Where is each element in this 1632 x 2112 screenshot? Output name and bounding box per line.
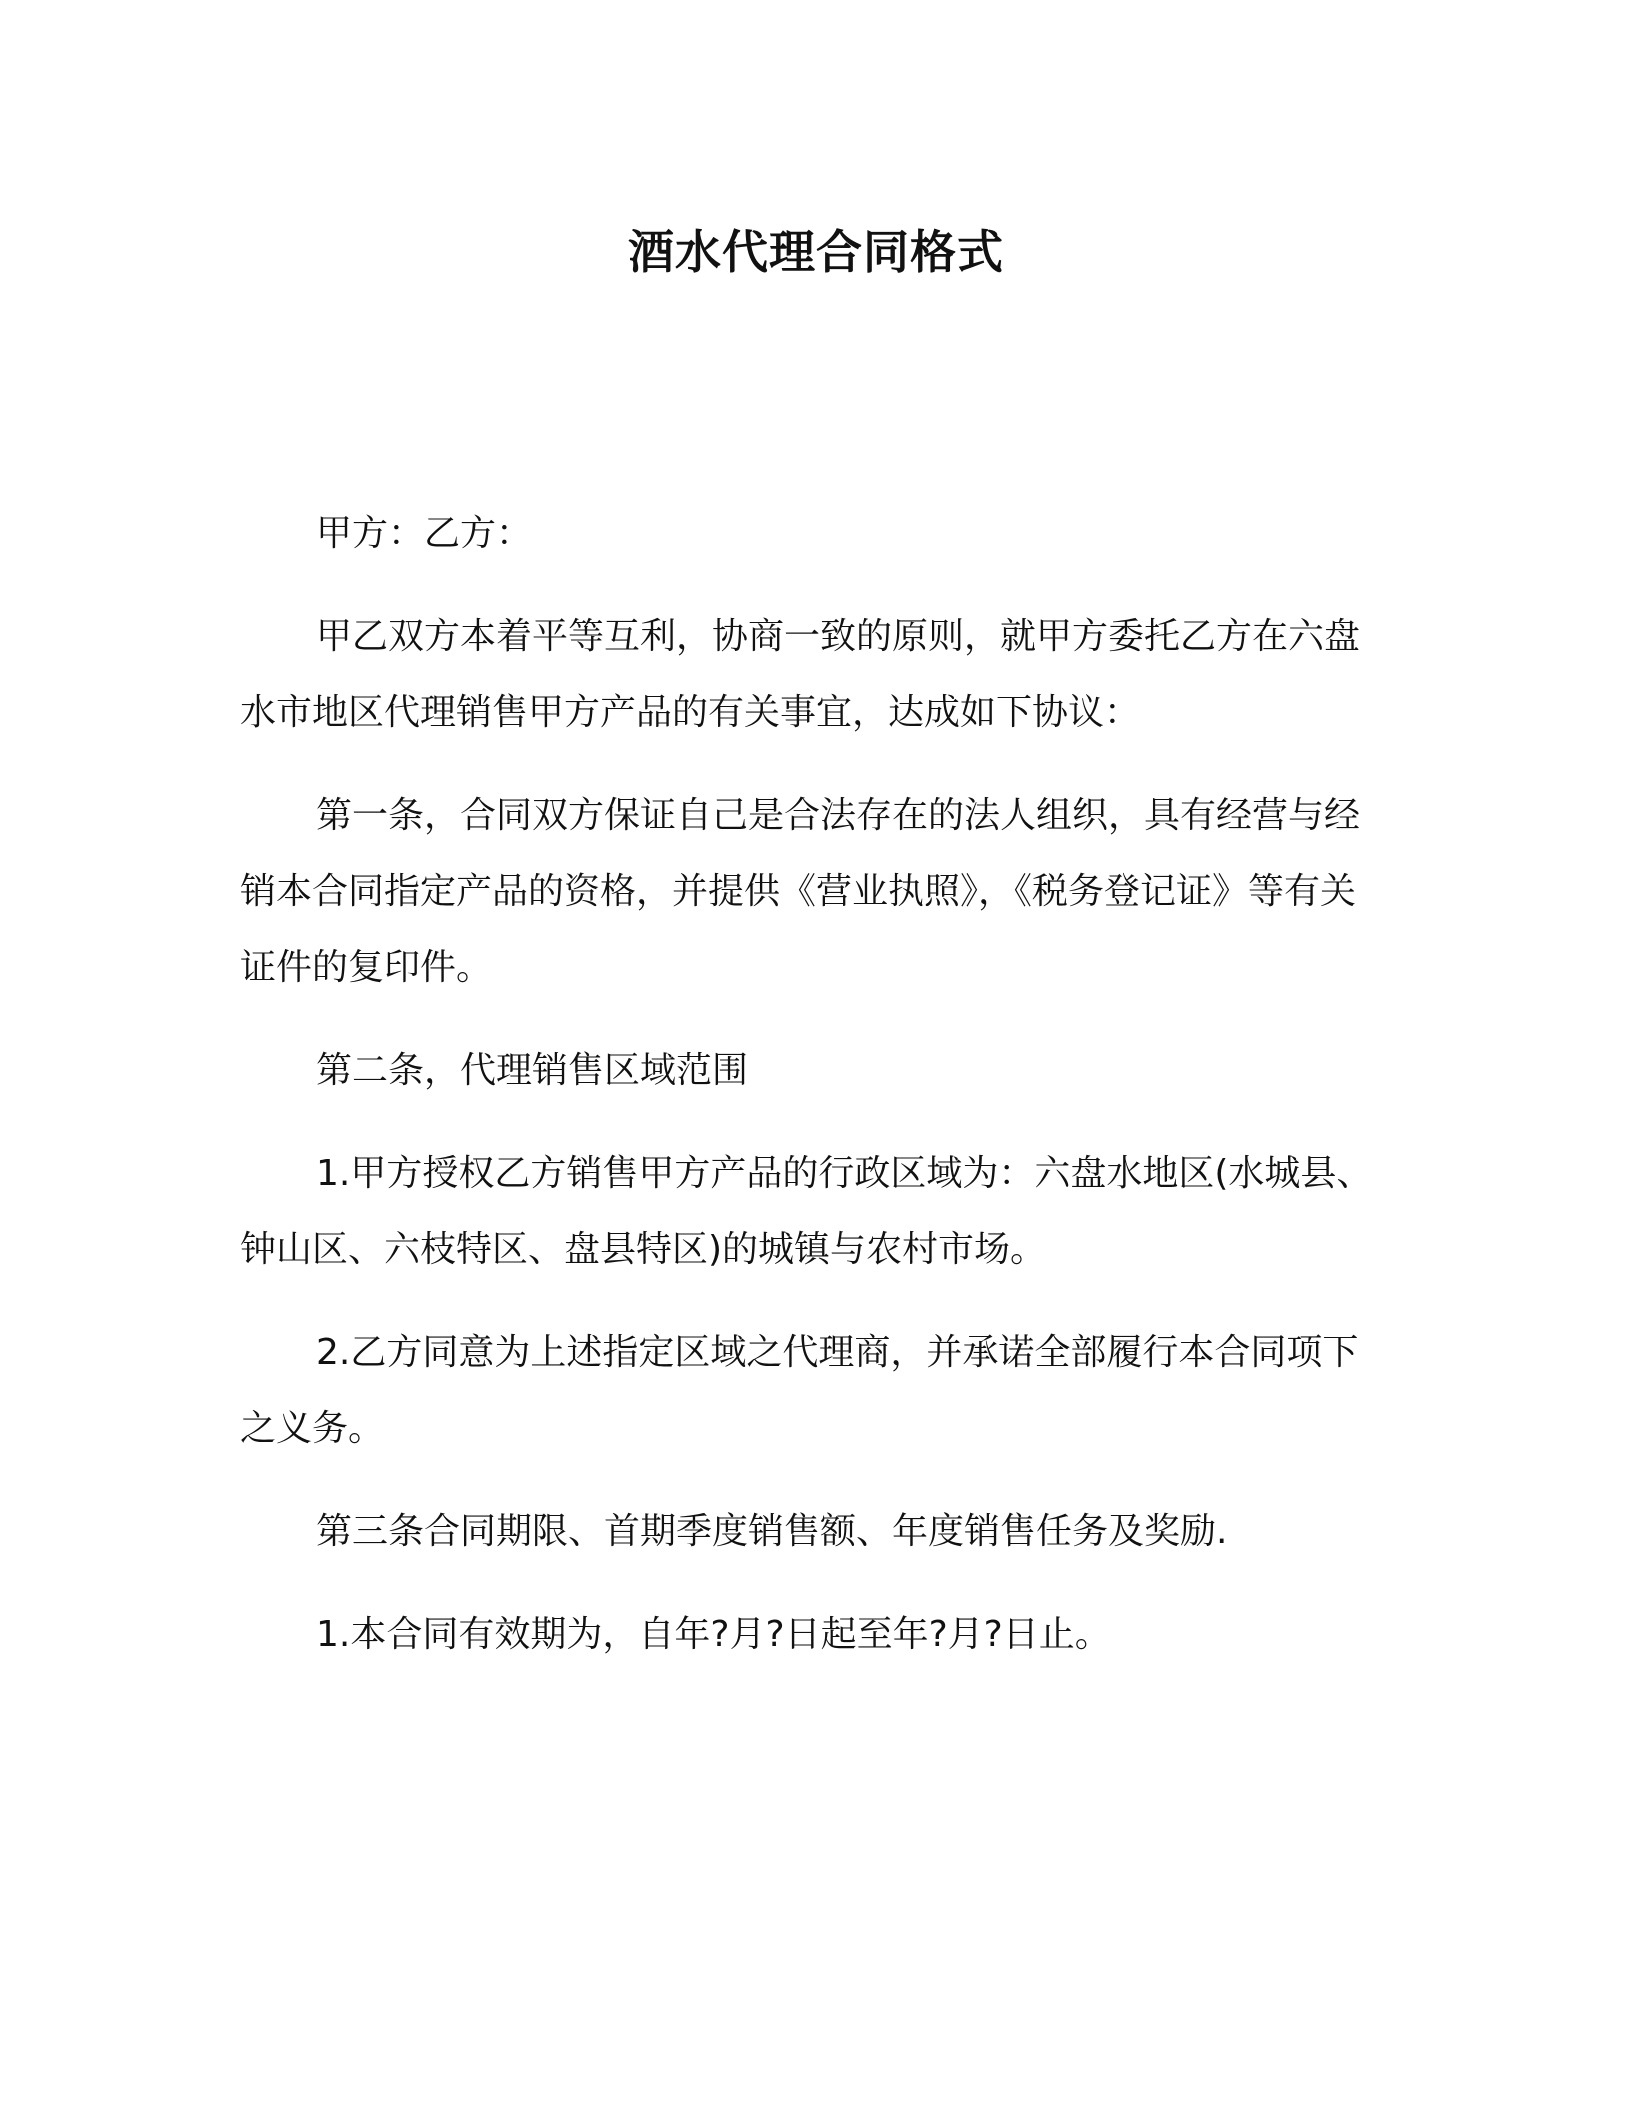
article-3-heading: 第三条合同期限、首期季度销售额、年度销售任务及奖励. xyxy=(316,1511,1228,1552)
article-2-clause-2: 2.乙方同意为上述指定区域之代理商，并承诺全部履行本合同项下之义务。 xyxy=(240,1332,1359,1449)
parties-line: 甲方：乙方： xyxy=(316,513,533,554)
document-title: 酒水代理合同格式 xyxy=(628,225,1004,279)
article-2-heading: 第二条，代理销售区域范围 xyxy=(316,1050,749,1091)
document-body xyxy=(240,496,1390,1700)
article-2-clause-1: 1.甲方授权乙方销售甲方产品的行政区域为：六盘水地区(水城县、钟山区、六枝特区、盘县特区)的城镇与农村市场。 xyxy=(240,1153,1373,1270)
article-1-paragraph: 第一条，合同双方保证自己是合法存在的法人组织，具有经营与经销本合同指定产品的资格，并提供《营业执照》，《税务登记证》等有关证件的复印件。 xyxy=(240,795,1361,988)
article-3-clause-1: 1.本合同有效期为，自年?月?日起至年?月?日止。 xyxy=(316,1614,1111,1655)
preamble-paragraph: 甲乙双方本着平等互利，协商一致的原则，就甲方委托乙方在六盘水市地区代理销售甲方产品的有关事宜，达成如下协议： xyxy=(240,616,1361,733)
